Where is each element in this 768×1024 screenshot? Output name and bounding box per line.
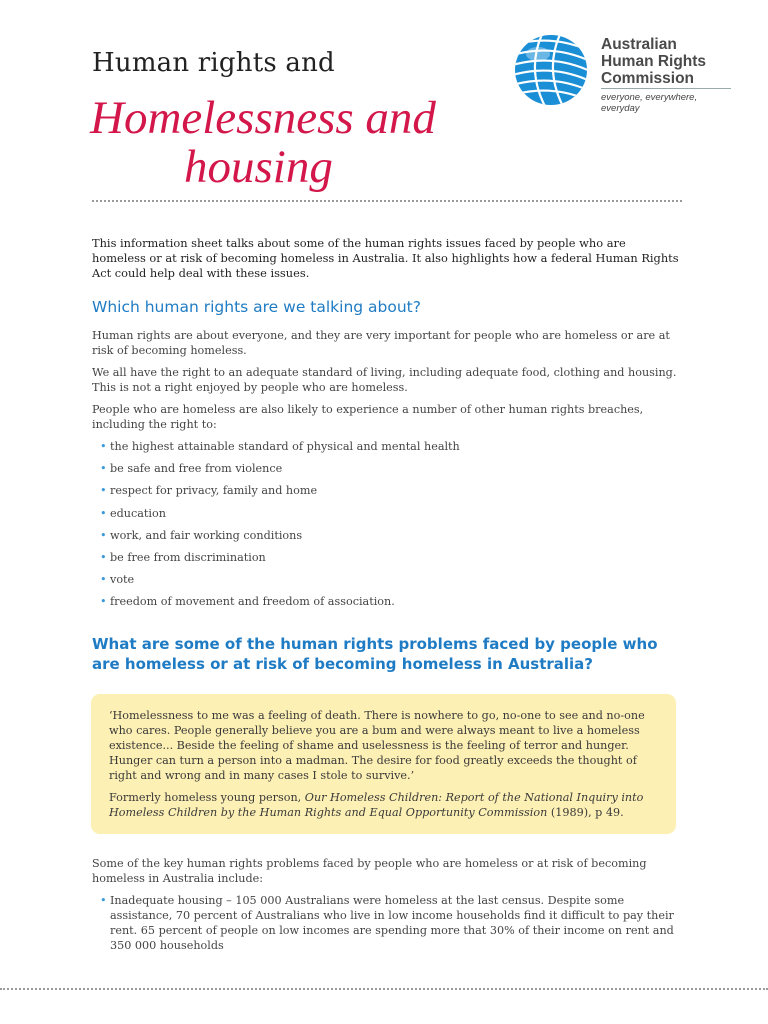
paragraph-problems-intro: Some of the key human rights problems faced by people who are homeless or at risk of becoming homeless in Australia include:	[92, 857, 647, 885]
globe-icon	[514, 32, 592, 108]
list-item: • vote	[100, 573, 135, 587]
quote-text: ‘Homelessness to me was a feeling of death. There is nowhere to go, no-one to see and no-one who cares. People generally believe you are a bum and were always meant to live a homeless existence... Beside the feeling of shame and uselessness is the feeling of terror and hunger. Hunger can turn a person into a madman. The desire for food greatly exceeds the thought of right and wrong and in many cases I stole to survive.’	[109, 709, 645, 782]
intro-paragraph: This information sheet talks about some of the human rights issues faced by people who are homeless or at risk of becoming homeless in Australia. It also highlights how a federal Human Rights Act could help deal with these issues.	[92, 236, 679, 280]
bullet-icon: •	[100, 506, 107, 520]
list-item: • be safe and free from violence	[100, 462, 283, 476]
ahrc-logo	[514, 30, 734, 114]
dotted-divider-bottom	[0, 988, 768, 990]
page-title	[90, 94, 530, 192]
quote-callout	[91, 694, 676, 834]
section-heading-rights: Which human rights are we talking about?	[92, 298, 421, 316]
section-heading-problems: What are some of the human rights problems faced by people who are homeless or at risk of becoming homeless in Australia?	[92, 635, 658, 673]
logo-tagline: everyone, everywhere, everyday	[601, 92, 698, 114]
list-item: • respect for privacy, family and home	[100, 484, 318, 498]
bullet-icon: •	[100, 573, 107, 587]
bullet-icon: •	[100, 462, 107, 476]
list-item: • the highest attainable standard of physical and mental health	[100, 440, 460, 453]
problems-list	[100, 893, 680, 953]
bullet-icon: •	[100, 595, 107, 609]
title-line-2: Homelessness and	[90, 92, 436, 144]
list-item: • be free from discrimination	[100, 550, 266, 564]
paragraph-rights-3: People who are homeless are also likely to experience a number of other human rights breaches, including the right to:	[92, 403, 644, 431]
list-item: • freedom of movement and freedom of association.	[100, 595, 395, 609]
bullet-icon: •	[100, 894, 107, 907]
title-line-1: Human rights and	[92, 48, 335, 78]
bullet-icon: •	[100, 550, 107, 564]
org-name: Australian Human Rights Commission	[601, 36, 707, 87]
paragraph-rights-1: Human rights are about everyone, and they are very important for people who are homeless or are at risk of becoming homeless.	[92, 329, 670, 357]
title-line-3: housing	[184, 141, 333, 193]
quote-source: Formerly homeless young person, Our Homeless Children: Report of the National Inquiry into Homeless Children by the Human Rights and Equal Opportunity Commission (1989), p 49.	[109, 791, 644, 819]
bullet-icon: •	[100, 528, 107, 542]
list-item: • Inadequate housing – 105 000 Australians were homeless at the last census. Despite some assistance, 70 percent of Australians who live in low income households find it difficult to pay their rent. 65 percent of people on low incomes are spending more that 30% of their income on rent and 350 000 households	[100, 894, 674, 952]
rights-list	[100, 439, 460, 617]
paragraph-rights-2: We all have the right to an adequate standard of living, including adequate food, clothing and housing. This is not a right enjoyed by people who are homeless.	[92, 366, 677, 394]
list-item: • education	[100, 506, 166, 520]
bullet-icon: •	[100, 440, 107, 453]
bullet-icon: •	[100, 484, 107, 498]
dotted-divider-top	[92, 200, 682, 202]
logo-divider	[601, 88, 731, 89]
list-item: • work, and fair working conditions	[100, 528, 303, 542]
